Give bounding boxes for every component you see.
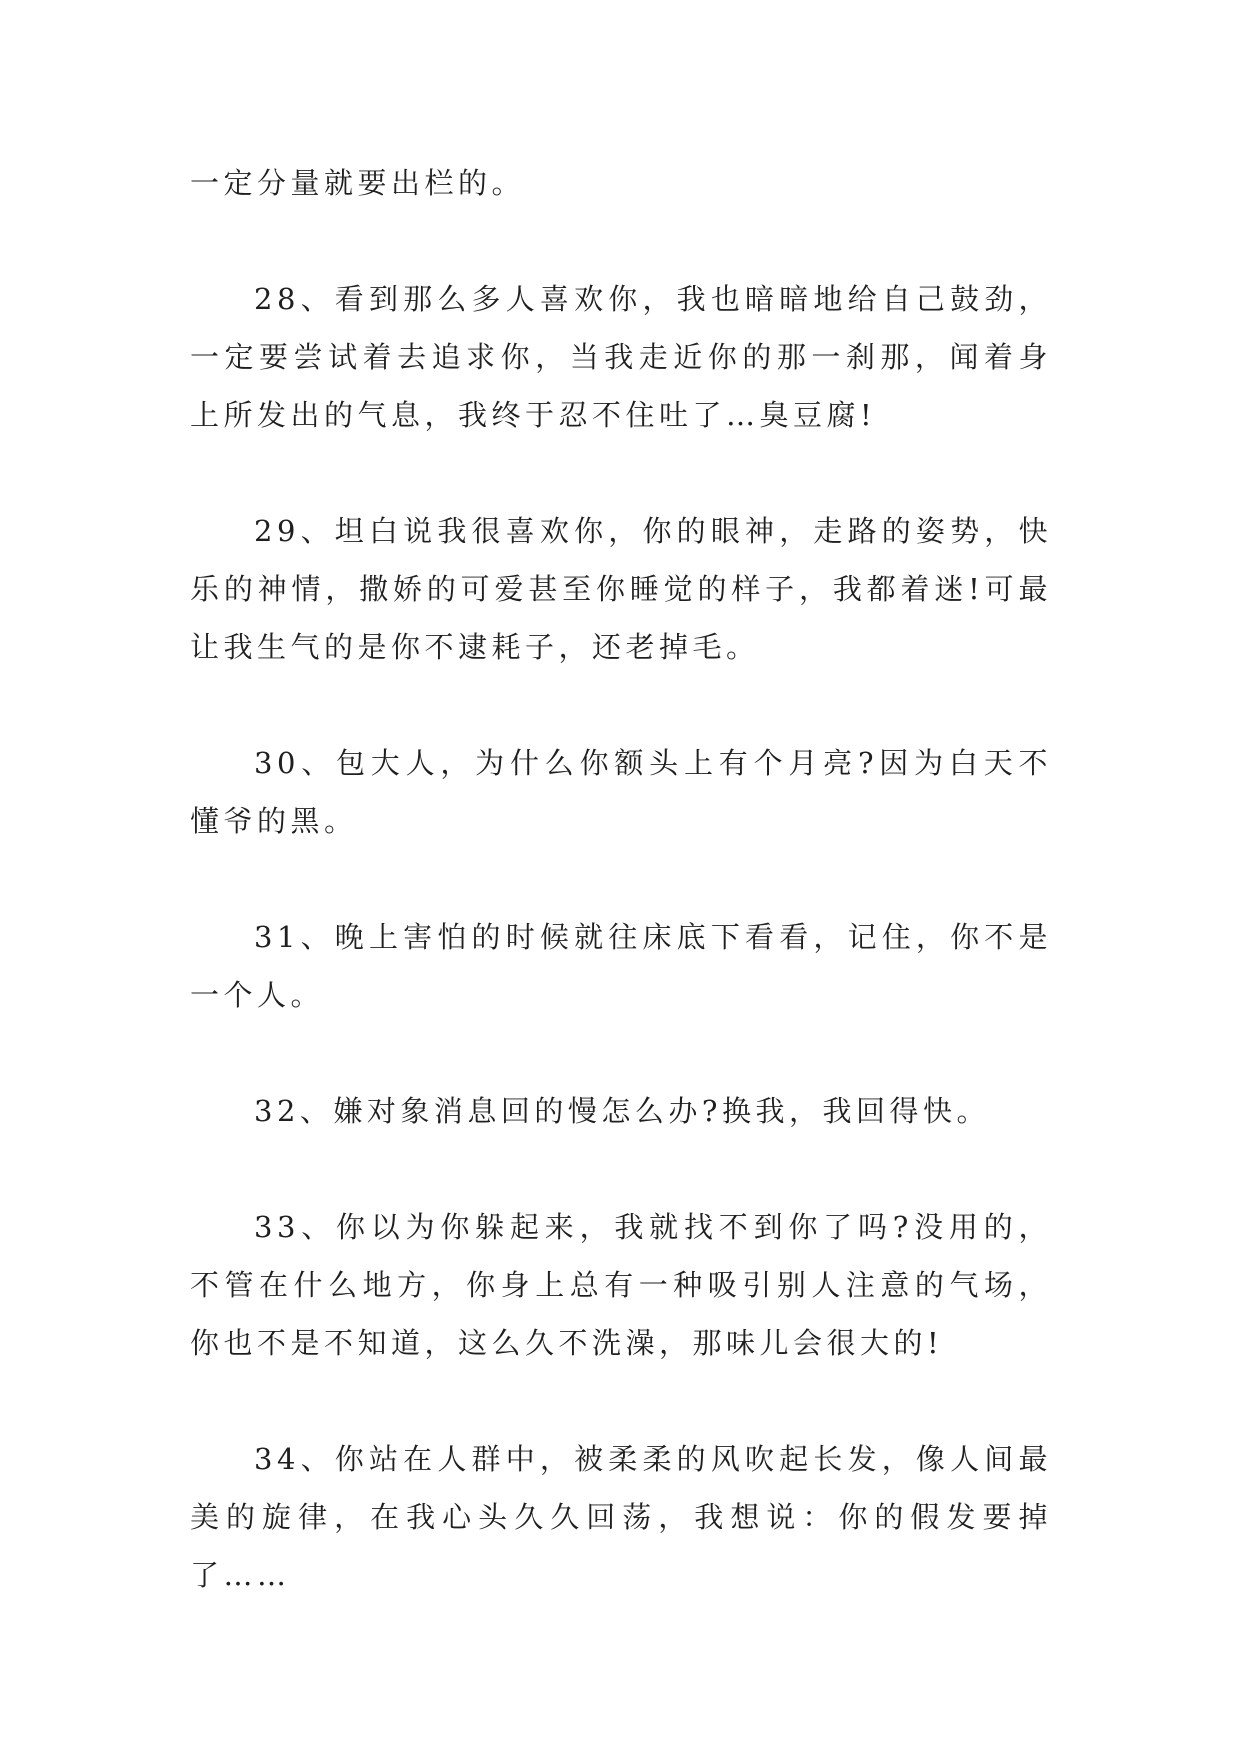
paragraph-spacer — [190, 1024, 1052, 1082]
paragraph-spacer — [190, 444, 1052, 502]
document-page — [190, 154, 1052, 1604]
paragraph-continuation: 一定分量就要出栏的。 — [190, 166, 526, 200]
paragraph-spacer — [190, 850, 1052, 908]
paragraph-30: 30、包大人，为什么你额头上有个月亮?因为白天不懂爷的黑。 — [190, 746, 1052, 838]
paragraph-32: 32、嫌对象消息回的慢怎么办?换我，我回得快。 — [254, 1094, 990, 1128]
paragraph-31: 31、晚上害怕的时候就往床底下看看，记住，你不是一个人。 — [190, 920, 1052, 1012]
paragraph-29: 29、坦白说我很喜欢你，你的眼神，走路的姿势，快乐的神情，撒娇的可爱甚至你睡觉的样子，我都着迷!可最让我生气的是你不逮耗子，还老掉毛。 — [190, 514, 1052, 664]
paragraph-spacer — [190, 1372, 1052, 1430]
paragraph-33: 33、你以为你躲起来，我就找不到你了吗?没用的，不管在什么地方，你身上总有一种吸引别人注意的气场，你也不是不知道，这么久不洗澡，那味儿会很大的! — [190, 1210, 1052, 1360]
paragraph-spacer — [190, 676, 1052, 734]
paragraph-spacer — [190, 212, 1052, 270]
paragraph-34: 34、你站在人群中，被柔柔的风吹起长发，像人间最美的旋律，在我心头久久回荡，我想说：你的假发要掉了…… — [190, 1442, 1052, 1592]
paragraph-spacer — [190, 1140, 1052, 1198]
paragraph-28: 28、看到那么多人喜欢你，我也暗暗地给自己鼓劲，一定要尝试着去追求你，当我走近你的那一刹那，闻着身上所发出的气息，我终于忍不住吐了…臭豆腐! — [190, 282, 1052, 432]
